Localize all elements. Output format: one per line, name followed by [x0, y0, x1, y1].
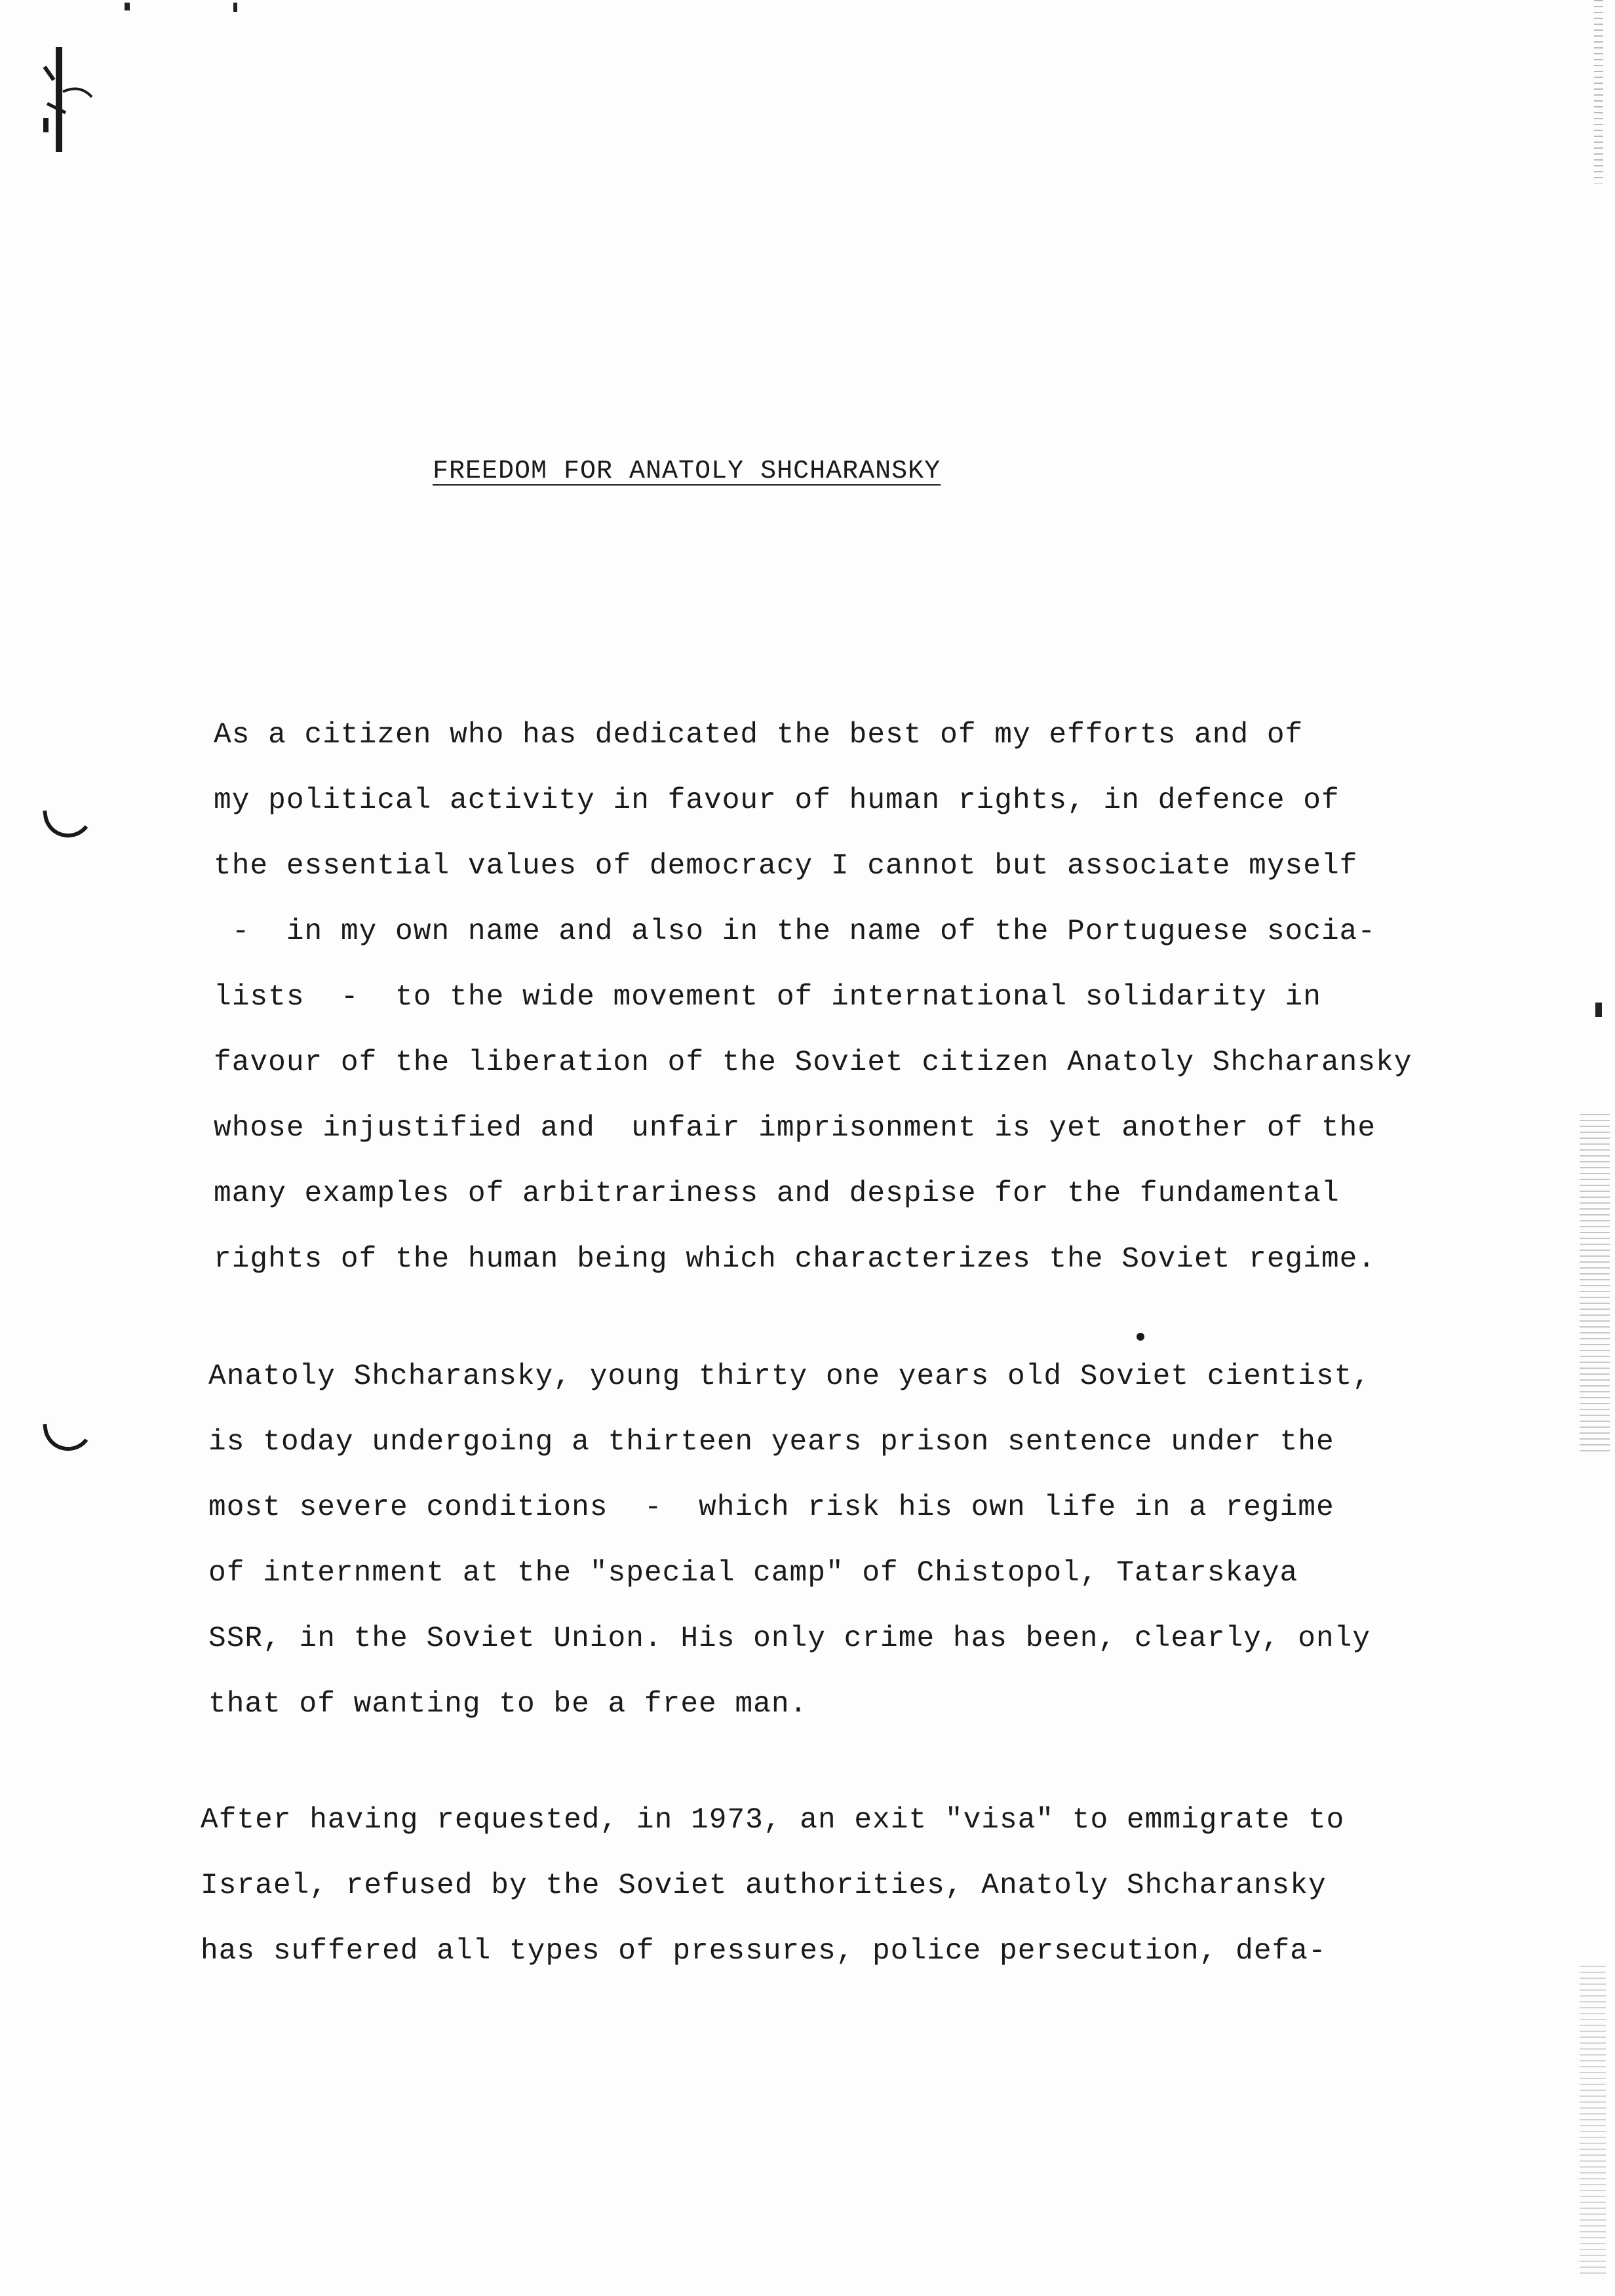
scan-speck [233, 3, 237, 12]
text-line: many examples of arbitrariness and despise for the fundamental [214, 1177, 1340, 1210]
text-line: Anatoly Shcharansky, young thirty one years old Soviet cientist, [208, 1360, 1371, 1393]
scan-edge-noise [1580, 1966, 1606, 2274]
text-line: favour of the liberation of the Soviet citizen Anatoly Shcharansky [214, 1046, 1412, 1079]
text-line: After having requested, in 1973, an exit "visa" to emmigrate to [201, 1804, 1345, 1837]
text-line: Israel, refused by the Soviet authorities, Anatoly Shcharansky [201, 1869, 1327, 1902]
text-line: whose injustified and unfair imprisonment is yet another of the [214, 1112, 1376, 1145]
scan-edge-noise [1580, 1114, 1610, 1455]
scan-dot [1137, 1333, 1144, 1341]
text-line: lists - to the wide movement of international solidarity in [214, 981, 1321, 1014]
scan-speck [125, 3, 130, 10]
staple-mark-icon [39, 41, 98, 159]
text-line: that of wanting to be a free man. [208, 1688, 808, 1721]
text-line: my political activity in favour of human rights, in defence of [214, 784, 1340, 817]
scan-speck [1595, 1003, 1602, 1017]
text-line: the essential values of democracy I cannot but associate myself [214, 850, 1358, 883]
text-line: is today undergoing a thirteen years prison sentence under the [208, 1426, 1334, 1459]
punch-hole-mark-icon [43, 804, 96, 841]
document-title: FREEDOM FOR ANATOLY SHCHARANSKY [433, 457, 941, 486]
punch-hole-mark-icon [43, 1417, 96, 1454]
text-line: - in my own name and also in the name of the Portuguese socia- [214, 915, 1376, 948]
text-line: As a citizen who has dedicated the best of my efforts and of [214, 719, 1304, 752]
text-line: has suffered all types of pressures, police persecution, defa- [201, 1935, 1327, 1968]
text-line: SSR, in the Soviet Union. His only crime has been, clearly, only [208, 1622, 1371, 1655]
scan-edge-noise [1594, 0, 1603, 183]
text-line: of internment at the "special camp" of Chistopol, Tatarskaya [208, 1557, 1298, 1590]
text-line: rights of the human being which characterizes the Soviet regime. [214, 1243, 1376, 1276]
text-line: most severe conditions - which risk his own life in a regime [208, 1491, 1334, 1524]
